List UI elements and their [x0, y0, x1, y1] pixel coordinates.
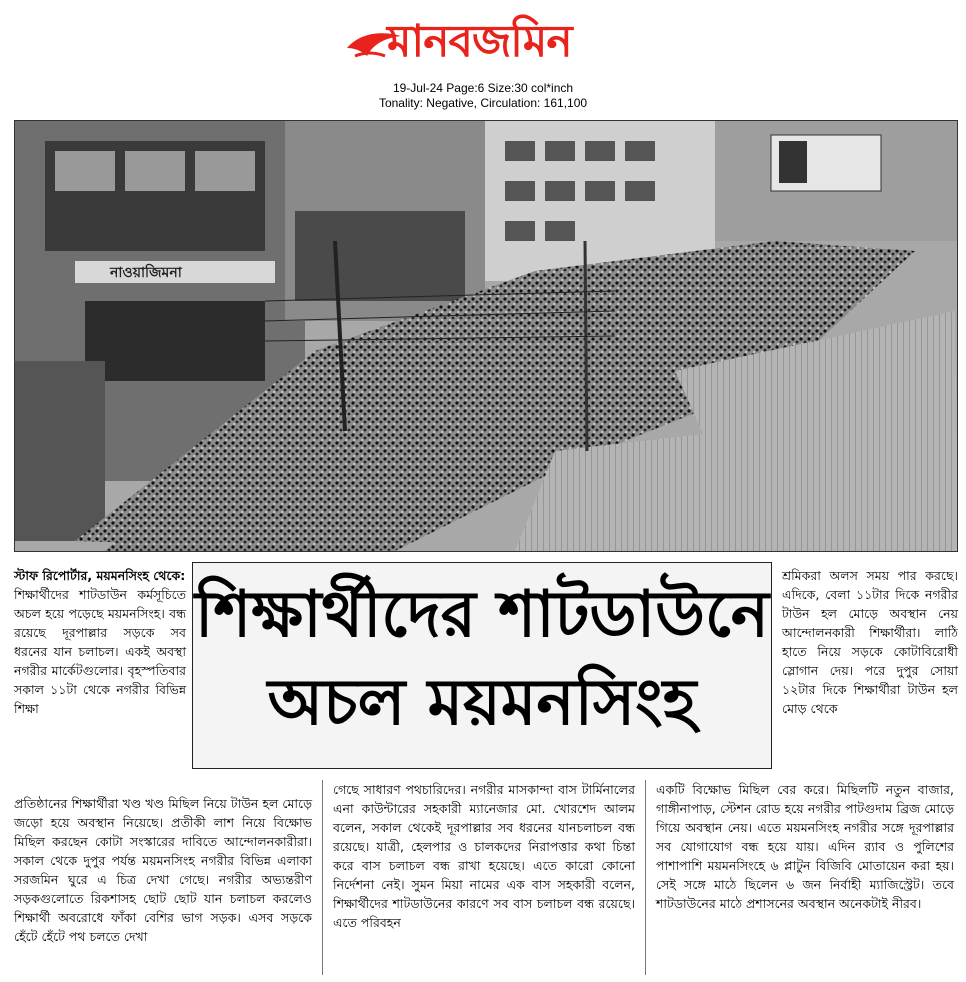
logo-text: মানবজমিন	[387, 16, 572, 67]
news-photo	[14, 120, 958, 552]
headline-line-1: শিক্ষার্থীদের শাটডাউনে	[195, 578, 769, 652]
column-divider	[645, 780, 646, 975]
byline: স্টাফ রিপোর্টার, ময়মনসিংহ থেকে:	[14, 568, 186, 583]
headline-line-2: অচল ময়মনসিংহ	[267, 666, 697, 740]
headline-box	[192, 562, 772, 769]
article-bottom-right-column: একটি বিক্ষোভ মিছিল বের করে। মিছিলটি নতুন বাজার, গাঙ্গীনাপাড়, স্টেশন রোড হয়ে নগরীর পাটগুদাম ব্রিজ মোড়ে গিয়ে অবস্থান নেয়। এতে ময়মনসিংহ নগরীর সঙ্গে দূরপাল্লার সব যোগাযোগ বন্ধ হয়ে যায়। এদিন র‌্যাব ও পুলিশের পাশাপাশি ময়মনসিংহে ৬ প্লাটুন বিজিবি মোতায়েন করা হয়। সেই সঙ্গে মাঠে ছিলেন ৬ জন নির্বাহী ম্যাজিস্ট্রেট। তবে শাটডাউনের মাঠে প্রশাসনের অবস্থান অনেকটাই নীরব।	[656, 782, 954, 911]
left-column-body: শিক্ষার্থীদের শাটডাউন কর্মসূচিতে অচল হয়ে পড়েছে ময়মনসিংহ। বন্ধ রয়েছে দূরপাল্লার সড়কে সব ধরনের যান চলাচল। একই অবস্থা নগরীর মার্কেটগুলোর। বৃহস্পতিবার সকাল ১১টা থেকে নগরীর বিভিন্ন শিক্ষা	[14, 587, 186, 716]
newspaper-logo	[345, 12, 625, 72]
clip-meta-tonality: Tonality: Negative, Circulation: 161,100	[378, 96, 588, 110]
article-left-column	[14, 566, 186, 718]
article-right-column: শ্রমিকরা অলস সময় পার করছে। এদিকে, বেলা ১১টার দিকে নগরীর টাউন হল মোড়ে অবস্থান নেয় আন্দোলনকারী শিক্ষার্থীরা। লাঠি হাতে নিয়ে সড়কে কোটাবিরোধী স্লোগান দেয়। পরে দুপুর সোয়া ১২টার দিকে শিক্ষার্থীরা টাউন হল মোড় থেকে	[782, 568, 958, 716]
article-bottom-middle-column: গেছে সাধারণ পথচারিদের। নগরীর মাসকান্দা বাস টার্মিনালের এনা কাউন্টারের সহকারী ম্যানেজার মো. খোরশেদ আলম বলেন, সকাল থেকেই দূরপাল্লার সব ধরনের যানচলাচল বন্ধ রয়েছে। যাত্রী, হেলপার ও চালকদের নিরাপত্তার কথা চিন্তা করে বাস চলাচল বন্ধ রাখা হয়েছে। এতে কারো কোনো নির্দেশনা নেই। সুমন মিয়া নামের এক বাস সহকারী বলেন, শিক্ষার্থীদের শাটডাউনের কারণে সব বাস চলাচল বন্ধ রয়েছে। এতে পরিবহন	[333, 782, 635, 930]
article-bottom-left-column: প্রতিষ্ঠানের শিক্ষার্থীরা খণ্ড খণ্ড মিছিল নিয়ে টাউন হল মোড়ে জড়ো হয়ে অবস্থান নিয়েছে। প্রতীকী লাশ নিয়ে বিক্ষোভ মিছিল করছেন কোটা সংস্কারের দাবিতে আন্দোলনকারীরা। সকাল থেকে দুপুর পর্যন্ত ময়মনসিংহ নগরীর বিভিন্ন এলাকা সরজমিন ঘুরে এ চিত্র দেখা গেছে। নগরীর অভ্যন্তরীণ সড়কগুলোতে রিকশাসহ ছোট ছোট যান চলাচল করলেও শিক্ষার্থী অবরোধে ফাঁকা বেশির ভাগ সড়ক। এসব সড়কে হেঁটে হেঁটে পথ চলতে দেখা	[14, 796, 312, 944]
column-divider	[322, 780, 323, 975]
masthead	[0, 6, 966, 116]
shop-sign: নাওয়াজিমনা	[110, 265, 182, 281]
street-crowd-photo	[15, 121, 957, 551]
clip-meta-date-page: 19-Jul-24 Page:6 Size:30 col*inch	[392, 81, 574, 95]
